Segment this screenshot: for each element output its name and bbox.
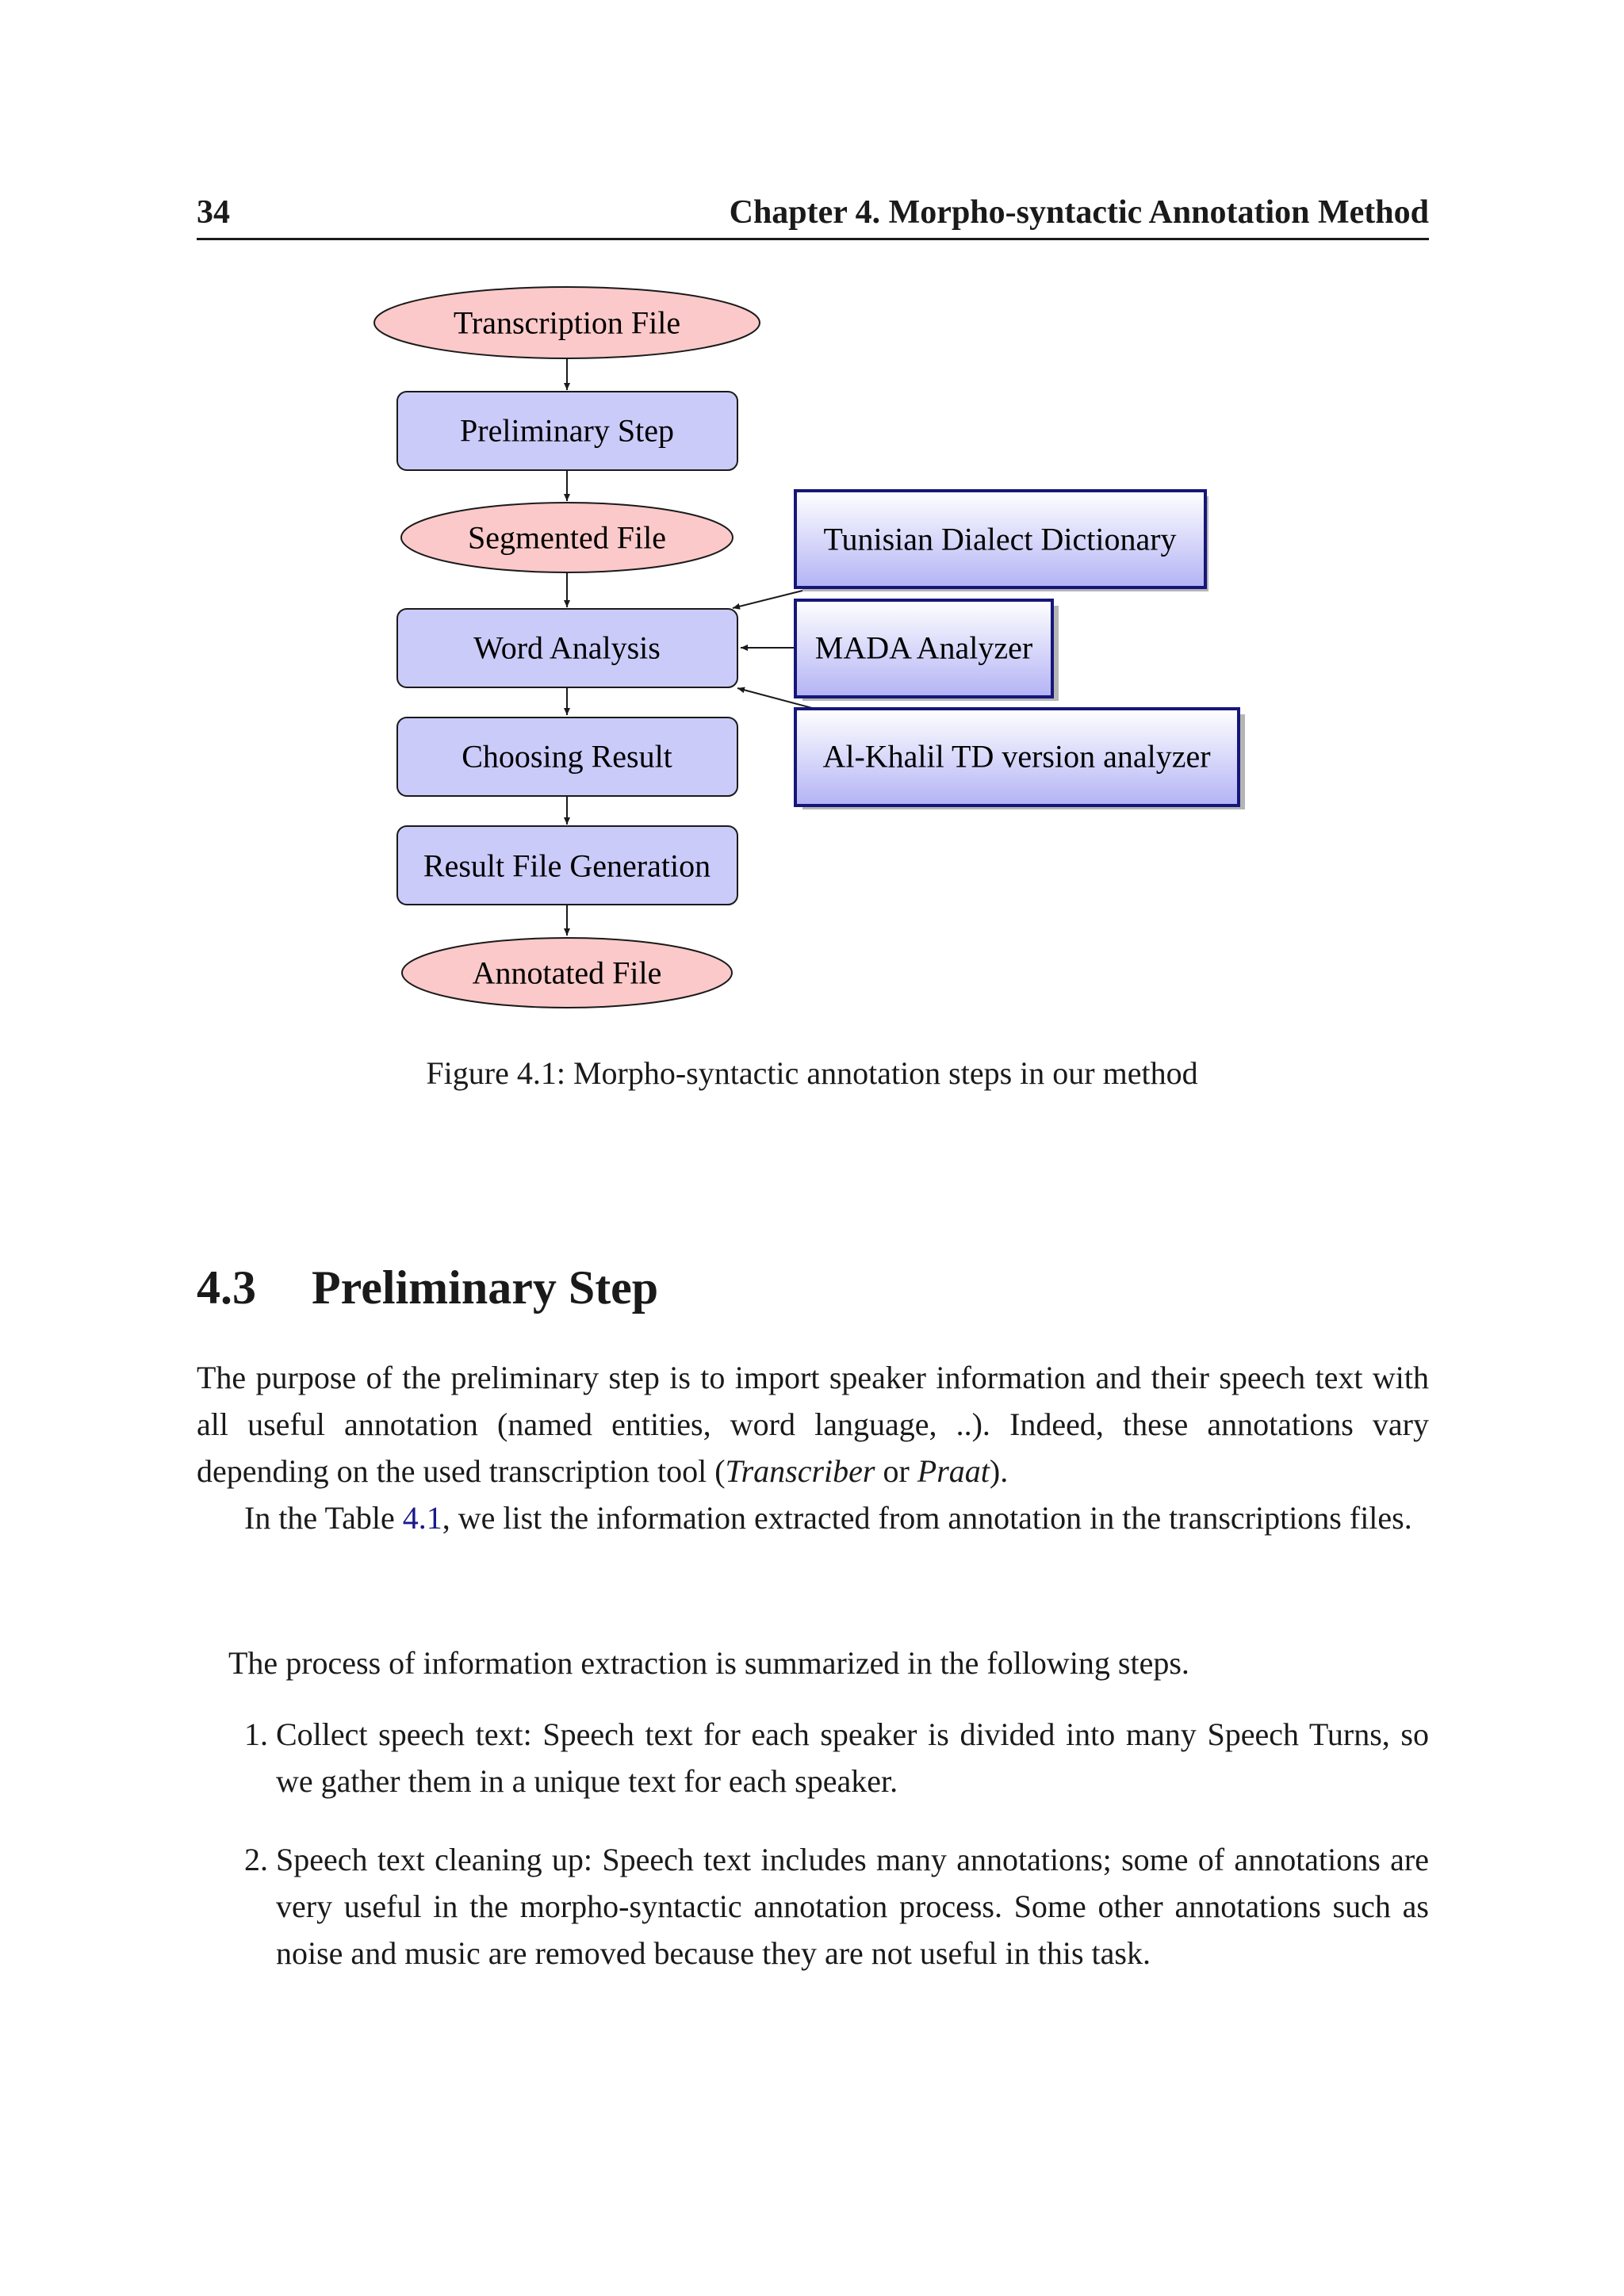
segmented-file-label: Segmented File (468, 519, 666, 556)
annotation-flow-diagram (0, 262, 1624, 1023)
paragraph-1-or: or (875, 1453, 917, 1489)
paragraph-2-text: In the Table (244, 1500, 403, 1536)
figure-caption: Figure 4.1: Morpho-syntactic annotation steps in our method (426, 1055, 1198, 1091)
extraction-steps-list (197, 1711, 1429, 2008)
alkhalil-resource-label: Al-Khalil TD version analyzer (822, 738, 1211, 775)
list-item: 1. Collect speech text: Speech text for each speaker is divided into many Speech Turns, so we gather them in a unique text for each speaker. (276, 1711, 1429, 1804)
choosing-result-node (397, 718, 737, 796)
paragraph-2-rest: , we list the information extracted from annotation in the transcriptions files. (442, 1500, 1412, 1536)
annotated-file-label: Annotated File (472, 955, 662, 991)
word-analysis-label: Word Analysis (473, 629, 661, 666)
annotated-file-node (402, 938, 732, 1008)
section-title: Preliminary Step (312, 1261, 659, 1314)
section-number: 4.3 (197, 1261, 256, 1314)
segmented-file-node (401, 503, 733, 572)
mada-resource-label: MADA Analyzer (814, 629, 1033, 666)
word-analysis-node (397, 609, 737, 687)
dictionary-resource-label: Tunisian Dialect Dictionary (823, 521, 1177, 557)
running-header (197, 193, 1429, 240)
tool-praat: Praat (917, 1453, 990, 1489)
dictionary-resource-node (795, 491, 1208, 591)
paragraph-3-block (197, 1640, 1429, 1686)
choosing-result-label: Choosing Result (462, 738, 672, 775)
result-file-generation-label: Result File Generation (423, 848, 711, 884)
paragraph-1-end: ). (989, 1453, 1009, 1489)
body-paragraphs (197, 1354, 1429, 1541)
page-number: 34 (197, 194, 230, 231)
mada-resource-node (795, 600, 1059, 701)
transcription-file-node (374, 287, 760, 358)
list-item: 2. Speech text cleaning up: Speech text includes many annotations; some of annotations are very useful in the morpho-syntactic annotation process. Some other annotations such as noise and music are removed because they are not useful in this task. (276, 1836, 1429, 1976)
preliminary-step-label: Preliminary Step (460, 412, 674, 449)
paragraph-3: The process of information extraction is summarized in the following steps. (228, 1645, 1189, 1681)
tool-transcriber: Transcriber (725, 1453, 875, 1489)
section-heading (197, 1261, 658, 1315)
table-reference-link[interactable]: 4.1 (402, 1500, 442, 1536)
paragraph-1-text: The purpose of the preliminary step is to import speaker information and their speech text with all useful annotation (named entities, word language, ..). Indeed, these annotations vary depending on the used transcription tool ( (197, 1360, 1429, 1489)
chapter-title: Chapter 4. Morpho-syntactic Annotation Method (729, 194, 1429, 231)
paragraph-1 (197, 1354, 1429, 1494)
transcription-file-label: Transcription File (453, 304, 681, 341)
preliminary-step-node (397, 392, 737, 470)
alkhalil-resource-node (795, 709, 1245, 809)
paragraph-2 (197, 1494, 1429, 1541)
result-file-generation-node (397, 826, 737, 905)
